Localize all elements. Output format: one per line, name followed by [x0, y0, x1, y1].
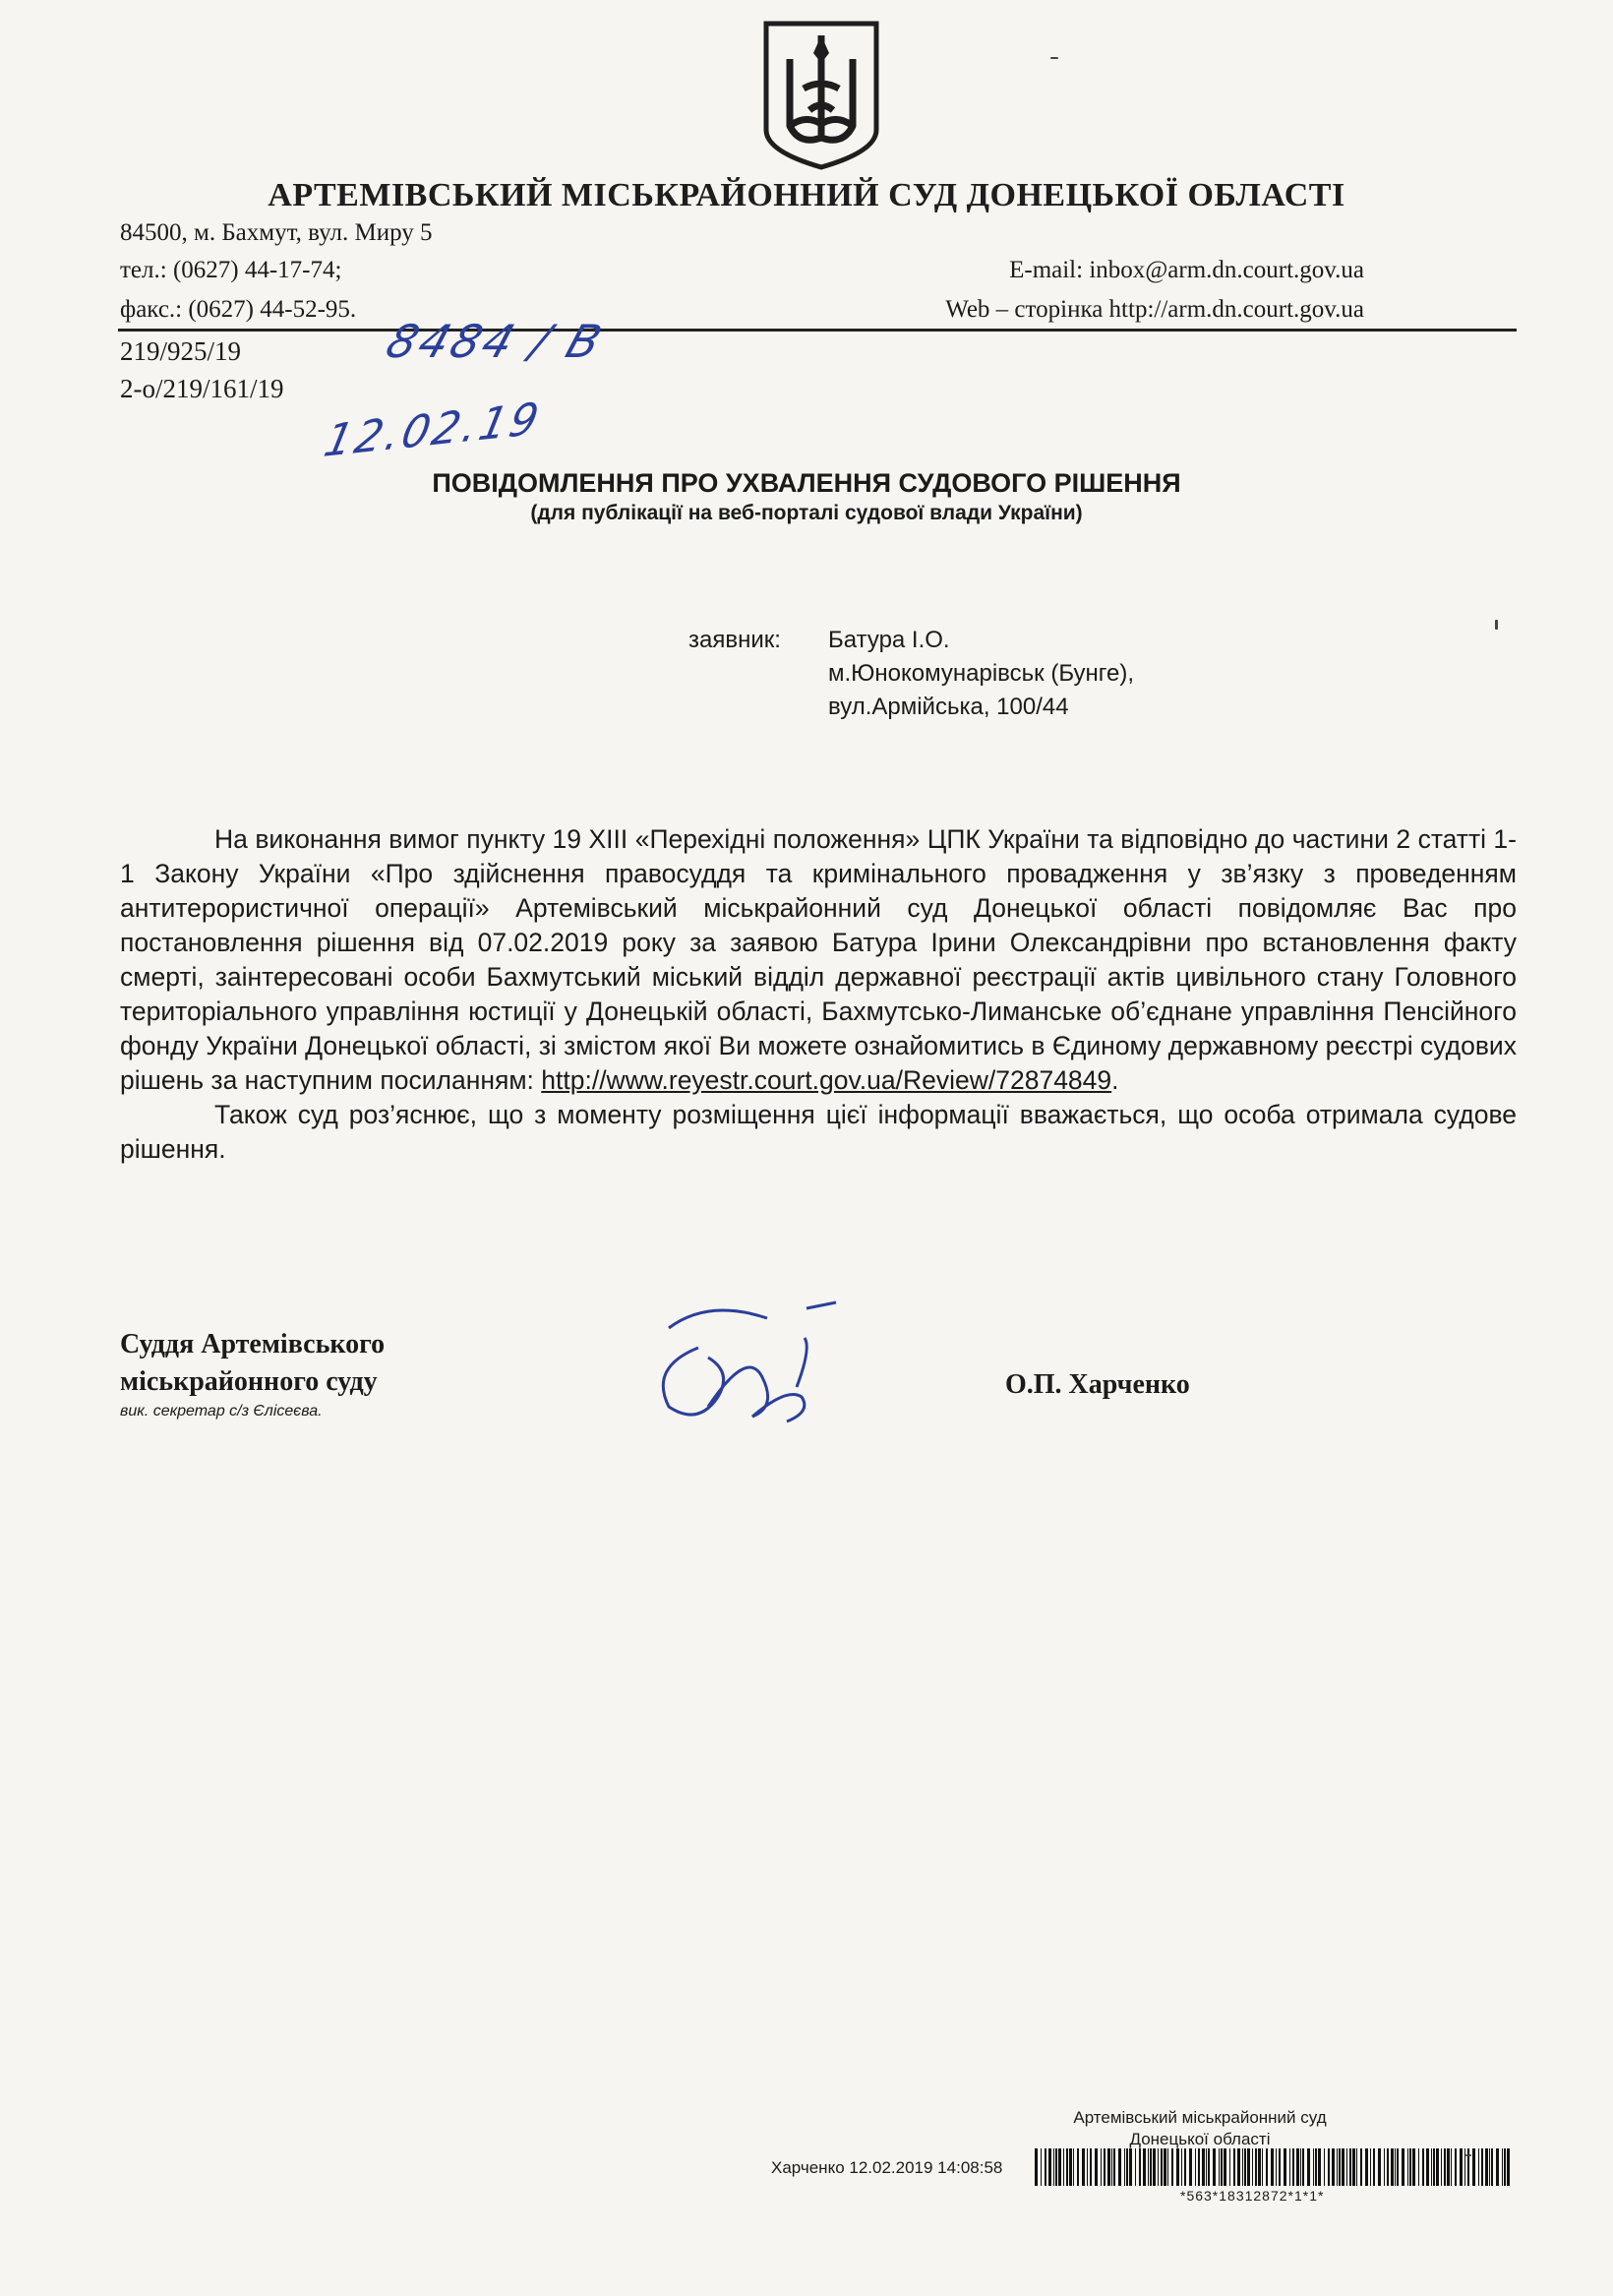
applicant-label: заявник: [688, 627, 781, 653]
barcode-number: *563*18312872*1*1* [1180, 2188, 1325, 2204]
trident-emblem-icon [760, 20, 882, 171]
case-references [120, 332, 284, 407]
handwritten-signature-image [639, 1289, 856, 1436]
body-paragraph-1-end: . [1111, 1065, 1119, 1095]
registry-link[interactable]: http://www.reyestr.court.gov.ua/Review/72874849 [541, 1065, 1112, 1095]
court-website: Web – сторінка http://arm.dn.court.gov.ua [945, 296, 1364, 323]
handwritten-registration-number: 8484 / B [380, 315, 612, 368]
notice-body [120, 822, 1517, 1167]
proceeding-number: 2-о/219/161/19 [120, 374, 284, 403]
judge-position-line-1: Суддя Артемівського [120, 1329, 386, 1359]
court-name: АРТЕМІВСЬКИЙ МІСЬКРАЙОННИЙ СУД ДОНЕЦЬКОЇ ОБЛАСТІ [268, 177, 1345, 213]
secretary-note: вик. секретар с/з Єлісеєва. [120, 1403, 323, 1420]
judge-position-block [120, 1326, 385, 1422]
judge-position-line-2: міськрайонного суду [120, 1366, 378, 1397]
handwritten-date-mark: 12.02.19 [320, 393, 546, 468]
applicant-city: м.Юнокомунарівськ (Бунге), [828, 660, 1135, 687]
court-stamp-line-2: Донецької області [1129, 2130, 1271, 2148]
court-stamp-line-1: Артемівський міськрайонний суд [1073, 2108, 1327, 2127]
court-phone: тел.: (0627) 44-17-74; [120, 257, 342, 283]
notice-title: ПОВІДОМЛЕННЯ ПРО УХВАЛЕННЯ СУДОВОГО РІШЕННЯ [432, 468, 1181, 498]
case-number: 219/925/19 [120, 336, 242, 366]
applicant-block [688, 624, 1134, 724]
applicant-name: Батура І.О. [828, 627, 950, 653]
body-paragraph-1-text: На виконання вимог пункту 19 XIII «Перехідні положення» ЦПК України та відповідно до частини 2 статті 1-1 Закону України «Про здійснення правосуддя та кримінального провадження у зв’язку з проведенням антитерористичної операції» Артемівський міськрайонний суд Донецької області повідомляє Вас про постановлення рішення від 07.02.2019 року за заявою Батура Ірини Олександрівни про встановлення факту смерті, заінтересовані особи Бахмутський міський відділ державної реєстрації актів цивільного стану Головного територіального управління юстиції у Донецькій області, Бахмутсько-Лиманське об’єднане управління Пенсійного фонду України Донецької області, зі змістом якої Ви можете ознайомитись в Єдиному державному реєстрі судових рішень за наступним посиланням: [120, 824, 1517, 1095]
scan-artifact [1495, 620, 1498, 630]
notice-subtitle: (для публікації на веб-порталі судової влади України) [530, 502, 1083, 524]
court-stamp [984, 2107, 1416, 2150]
stamp-timestamp: Харченко 12.02.2019 14:08:58 [771, 2158, 1003, 2177]
body-paragraph-2: Також суд роз’яснює, що з моменту розміщення цієї інформації вважається, що особа отримала судове рішення. [120, 1100, 1517, 1164]
judge-name: О.П. Харченко [1005, 1369, 1190, 1400]
court-fax: факс.: (0627) 44-52-95. [120, 296, 357, 323]
header-divider [118, 329, 1517, 332]
body-paragraph-1 [120, 822, 1517, 1098]
court-email: E-mail: inbox@arm.dn.court.gov.ua [1009, 257, 1364, 283]
scan-artifact [1465, 2154, 1471, 2156]
barcode-image [1035, 2148, 1513, 2186]
scan-artifact [1050, 57, 1058, 59]
applicant-street: вул.Армійська, 100/44 [828, 694, 1069, 720]
court-address: 84500, м. Бахмут, вул. Миру 5 [120, 219, 433, 246]
